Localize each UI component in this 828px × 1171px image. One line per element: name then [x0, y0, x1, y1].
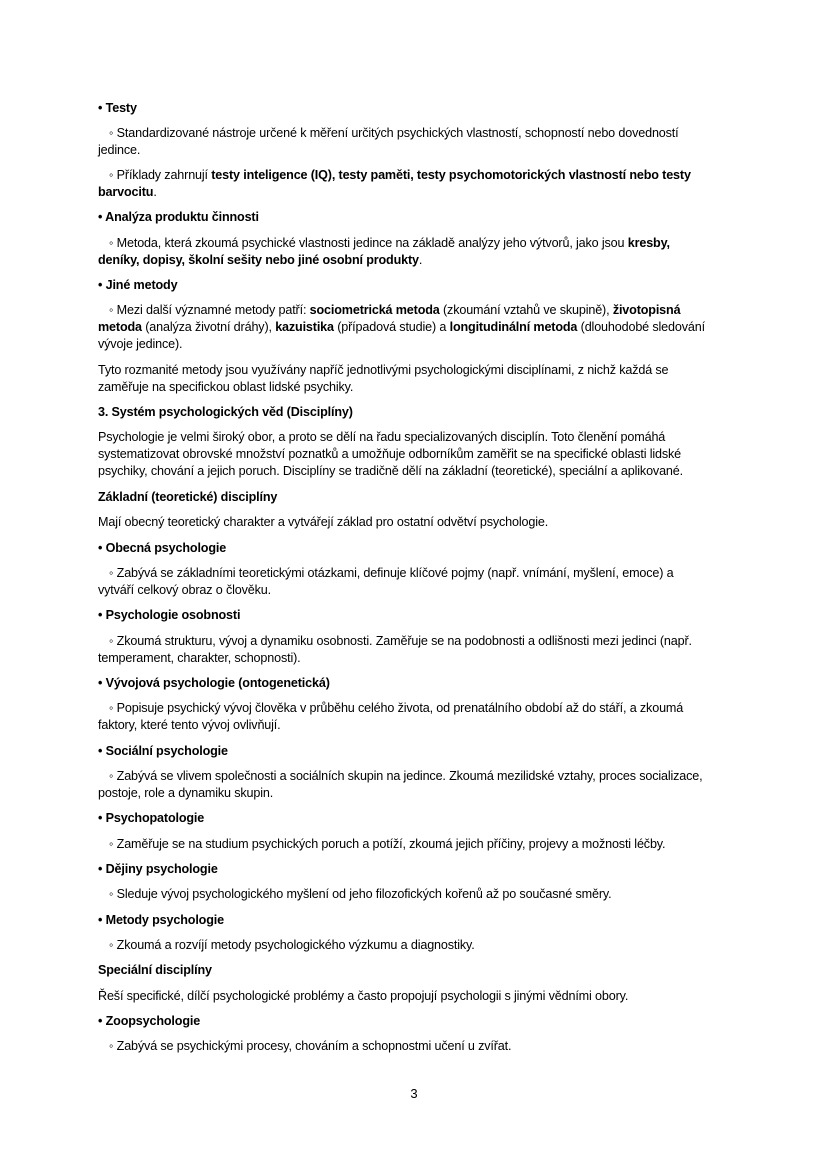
- text-line: [98, 861, 738, 877]
- bold-text: Základní (teoretické) disciplíny: [98, 490, 278, 504]
- text-segment: .: [418, 253, 423, 267]
- text-segment: ◦ Sleduje vývoj psychologického myšlení od jeho filozofických kořenů až po současné směry.: [109, 887, 612, 901]
- text-line: [98, 446, 738, 462]
- bold-text: metoda: [98, 320, 142, 334]
- text-line: [98, 336, 738, 352]
- text-segment: Řeší specifické, dílčí psychologické problémy a často propojují psychologii s jinými vědními obory.: [98, 989, 629, 1003]
- text-line: [98, 252, 738, 268]
- bold-text: • Vývojová psychologie (ontogenetická): [98, 676, 330, 690]
- text-line: [98, 404, 738, 420]
- text-line: [109, 1038, 749, 1054]
- text-segment: ◦ Zkoumá a rozvíjí metody psychologického výzkumu a diagnostiky.: [109, 938, 475, 952]
- text-line: [109, 167, 749, 183]
- text-line: [98, 1013, 738, 1029]
- text-line: [109, 633, 749, 649]
- text-line: [109, 125, 749, 141]
- text-segment: ◦ Zabývá se vlivem společnosti a sociálních skupin na jedince. Zkoumá mezilidské vztahy, proces socializace,: [109, 769, 703, 783]
- bold-text: • Psychopatologie: [98, 811, 205, 825]
- text-segment: temperament, charakter, schopnosti).: [98, 651, 301, 665]
- text-line: [109, 836, 749, 852]
- text-line: [109, 565, 749, 581]
- text-line: [109, 700, 749, 716]
- text-line: [98, 675, 738, 691]
- bold-text: • Dějiny psychologie: [98, 862, 218, 876]
- text-line: [98, 912, 738, 928]
- text-line: [98, 607, 738, 623]
- text-line: [98, 184, 738, 200]
- bold-text: • Jiné metody: [98, 278, 178, 292]
- text-segment: ◦ Standardizované nástroje určené k měření určitých psychických vlastností, schopností nebo dovedností: [109, 126, 679, 140]
- text-segment: Psychologie je velmi široký obor, a proto se dělí na řadu specializovaných disciplín. Toto členění pomáhá: [98, 430, 666, 444]
- text-segment: ◦ Metoda, která zkoumá psychické vlastnosti jedince na základě analýzy jeho výtvorů, jako jsou: [109, 236, 628, 250]
- text-line: [98, 650, 738, 666]
- text-line: [98, 277, 738, 293]
- text-segment: systematizovat obrovské množství poznatků a umožňuje odborníkům zaměřit se na specifické oblasti lidské: [98, 447, 682, 461]
- text-segment: zaměřuje na specifickou oblast lidské psychiky.: [98, 380, 354, 394]
- text-line: [98, 100, 738, 116]
- text-segment: ◦ Mezi další významné metody patří:: [109, 303, 310, 317]
- bold-text: • Psychologie osobnosti: [98, 608, 241, 622]
- text-segment: (zkoumání vztahů ve skupině),: [439, 303, 613, 317]
- page-number: 3: [410, 1086, 418, 1101]
- text-segment: jedince.: [98, 143, 141, 157]
- bold-text: • Sociální psychologie: [98, 744, 228, 758]
- text-line: [98, 785, 738, 801]
- text-segment: ◦ Zaměřuje se na studium psychických poruch a potíží, zkoumá jejich příčiny, projevy a možnosti léčby.: [109, 837, 666, 851]
- bold-text: 3. Systém psychologických věd (Disciplíny): [98, 405, 353, 419]
- text-line: [98, 489, 738, 505]
- bold-text: testy inteligence (IQ), testy paměti, testy psychomotorických vlastností nebo testy: [211, 168, 691, 182]
- text-segment: vytváří celkový obraz o člověku.: [98, 583, 271, 597]
- text-line: [98, 717, 738, 733]
- text-segment: .: [153, 185, 157, 199]
- bold-text: kazuistika: [275, 320, 334, 334]
- text-line: [98, 362, 738, 378]
- bold-text: • Zoopsychologie: [98, 1014, 201, 1028]
- text-segment: postoje, role a dynamiku skupin.: [98, 786, 274, 800]
- bold-text: • Obecná psychologie: [98, 541, 227, 555]
- text-line: [98, 379, 738, 395]
- bold-text: • Testy: [98, 101, 137, 115]
- text-segment: (případová studie) a: [333, 320, 450, 334]
- text-line: [109, 235, 749, 251]
- text-line: [98, 209, 738, 225]
- text-segment: ◦ Zkoumá strukturu, vývoj a dynamiku osobnosti. Zaměřuje se na podobnosti a odlišnosti mezi jedinci (např.: [109, 634, 692, 648]
- text-line: [109, 937, 749, 953]
- text-line: [98, 810, 738, 826]
- bold-text: deníky, dopisy, školní sešity nebo jiné osobní produkty: [98, 253, 419, 267]
- text-segment: ◦ Zabývá se základními teoretickými otázkami, definuje klíčové pojmy (např. vnímání, myšlení, emoce) a: [109, 566, 674, 580]
- text-line: [98, 319, 738, 335]
- text-segment: (dlouhodobé sledování: [577, 320, 705, 334]
- text-segment: ◦ Příklady zahrnují: [109, 168, 212, 182]
- bold-text: kresby,: [627, 236, 670, 250]
- text-line: [98, 429, 738, 445]
- bold-text: životopisná: [612, 303, 681, 317]
- bold-text: barvocitu: [98, 185, 154, 199]
- text-line: [109, 768, 749, 784]
- text-segment: vývoje jedince).: [98, 337, 183, 351]
- text-segment: ◦ Zabývá se psychickými procesy, chováním a schopnostmi učení u zvířat.: [109, 1039, 512, 1053]
- text-segment: Mají obecný teoretický charakter a vytvářejí základ pro ostatní odvětví psychologie.: [98, 515, 549, 529]
- text-line: [109, 886, 749, 902]
- text-line: [98, 962, 738, 978]
- text-segment: ◦ Popisuje psychický vývoj člověka v průběhu celého života, od prenatálního období až do stáří, a zkoumá: [109, 701, 684, 715]
- bold-text: longitudinální metoda: [449, 320, 578, 334]
- text-segment: psychiky, chování a jejich poruch. Disciplíny se tradičně dělí na základní (teoretické), speciální a aplikované.: [98, 464, 683, 478]
- text-line: [98, 463, 738, 479]
- text-line: [98, 142, 738, 158]
- text-line: [98, 540, 738, 556]
- text-line: [98, 743, 738, 759]
- text-segment: faktory, které tento vývoj ovlivňují.: [98, 718, 281, 732]
- bold-text: • Analýza produktu činnosti: [98, 210, 259, 224]
- text-line: [98, 582, 738, 598]
- bold-text: sociometrická metoda: [309, 303, 440, 317]
- text-segment: Tyto rozmanité metody jsou využívány napříč jednotlivými psychologickými disciplínami, z nichž každá se: [98, 363, 669, 377]
- text-line: [98, 514, 738, 530]
- text-line: [98, 988, 738, 1004]
- text-segment: (analýza životní dráhy),: [141, 320, 276, 334]
- text-line: [109, 302, 749, 318]
- bold-text: Speciální disciplíny: [98, 963, 212, 977]
- bold-text: • Metody psychologie: [98, 913, 224, 927]
